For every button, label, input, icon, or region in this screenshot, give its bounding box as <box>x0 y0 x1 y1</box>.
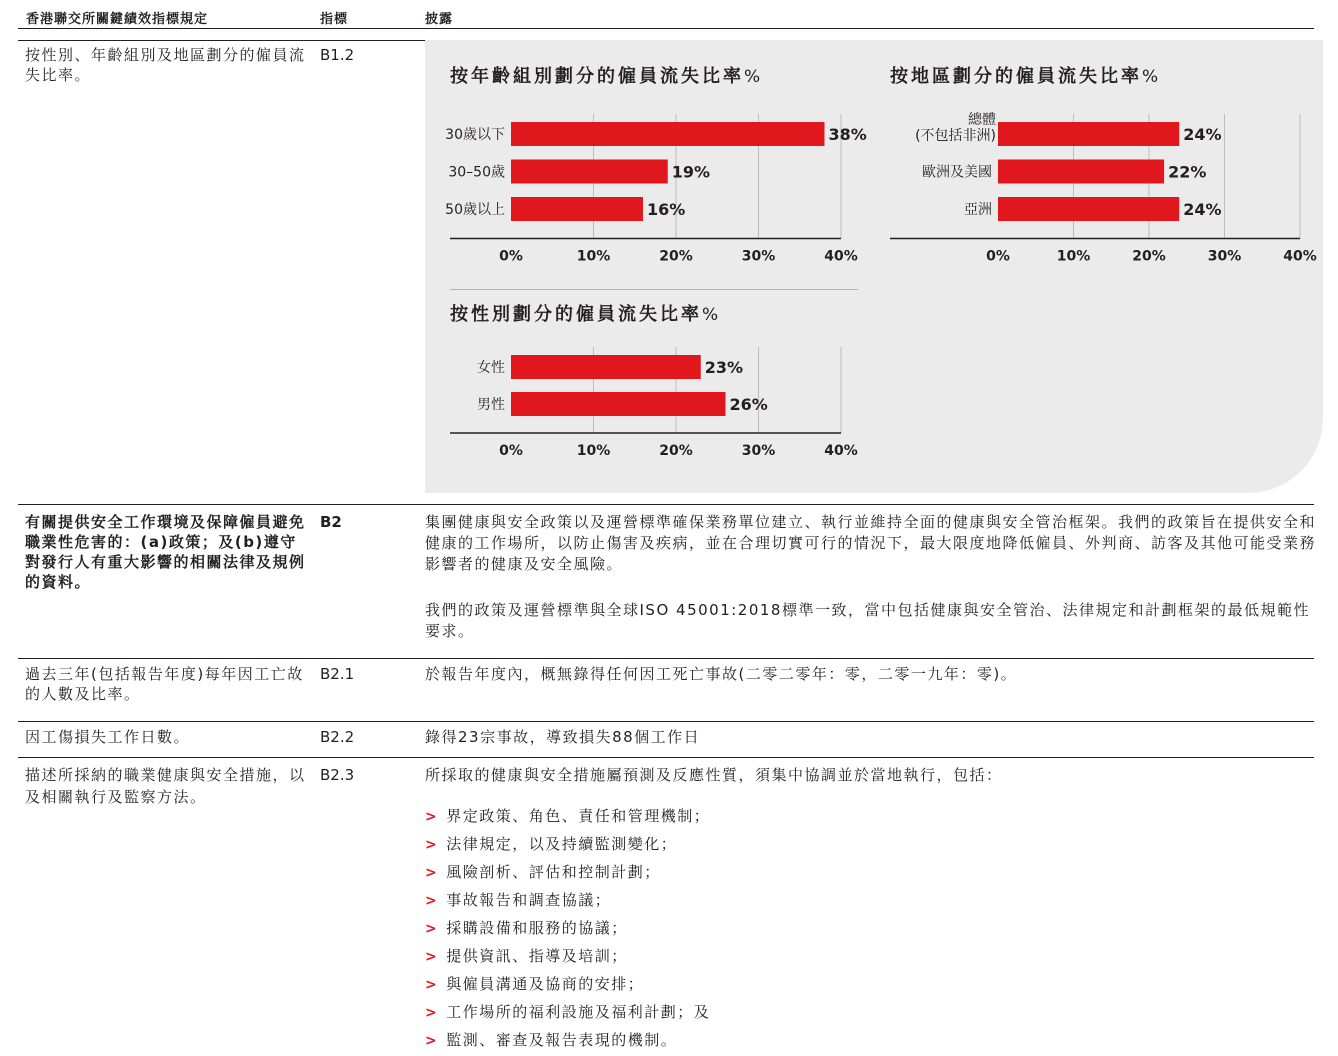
bar <box>511 160 668 184</box>
chart-age <box>440 110 870 270</box>
b2-code: B2 <box>320 513 342 531</box>
x-tick-label: 20% <box>1132 248 1166 265</box>
b22-requirement: 因工傷損失工作日數。 <box>25 728 191 746</box>
list-item: > 風險剖析、評估和控制計劃； <box>425 863 661 881</box>
data-label: 38% <box>828 125 867 144</box>
chart-region <box>880 110 1320 270</box>
data-label: 24% <box>1183 125 1222 144</box>
category-label: 總體 <box>968 112 996 128</box>
category-label: 歐洲及美國 <box>922 164 992 181</box>
list-item: > 法律規定，以及持續監測變化； <box>425 835 678 853</box>
category-label: 30–50歲 <box>448 164 505 181</box>
row-divider <box>18 757 1314 758</box>
b22-code: B2.2 <box>320 728 355 746</box>
category-label: 男性 <box>477 397 505 413</box>
list-item: > 事故報告和調查協議； <box>425 891 612 909</box>
chevron-right-icon: > <box>425 1005 439 1021</box>
header-disclosure: 披露 <box>425 12 454 27</box>
bar <box>511 355 701 379</box>
x-tick-label: 30% <box>741 443 776 459</box>
b12-requirement: 按性別、年齡組別及地區劃分的僱員流失比率。 <box>25 46 306 84</box>
x-tick-label: 40% <box>824 248 858 265</box>
chart-gender <box>440 345 870 460</box>
chevron-right-icon: > <box>425 837 439 853</box>
bar <box>511 392 726 416</box>
list-item: > 提供資訊、指導及培訓； <box>425 947 628 965</box>
x-tick-label: 20% <box>659 248 693 265</box>
b2-requirement: 有關提供安全工作環境及保障僱員避免職業性危害的：(a)政策；及(b)遵守對發行人有重大影響的相關法律及規例的資料。 <box>25 513 306 591</box>
x-tick-label: 10% <box>1056 248 1091 265</box>
header-requirement: 香港聯交所關鍵績效指標規定 <box>26 12 209 27</box>
b21-requirement: 過去三年(包括報告年度)每年因工亡故的人數及比率。 <box>25 665 304 703</box>
chevron-right-icon: > <box>425 921 439 937</box>
b23-intro: 所採取的健康與安全措施屬預測及反應性質，須集中協調並於當地執行，包括： <box>425 766 1003 784</box>
table-header <box>18 0 1314 29</box>
b12-code: B1.2 <box>320 46 355 64</box>
x-tick-label: 10% <box>576 248 611 265</box>
chevron-right-icon: > <box>425 949 439 965</box>
chevron-right-icon: > <box>425 809 439 825</box>
bar <box>998 197 1179 221</box>
category-label: 亞洲 <box>964 202 992 218</box>
chevron-right-icon: > <box>425 893 439 909</box>
row-divider <box>18 658 1314 659</box>
chart-title-region: 按地區劃分的僱員流失比率% <box>890 66 1162 87</box>
list-item: > 採購設備和服務的協議； <box>425 919 628 937</box>
bar <box>511 197 643 221</box>
header-indicator: 指標 <box>320 12 349 27</box>
b21-disclosure: 於報告年度內，概無錄得任何因工死亡事故(二零二零年：零，二零一九年：零)。 <box>425 665 1018 683</box>
x-tick-label: 0% <box>499 248 523 265</box>
x-tick-label: 40% <box>824 443 858 459</box>
x-tick-label: 30% <box>1207 248 1242 265</box>
chart-separator <box>450 289 858 290</box>
b2-paragraph-1: 集團健康與安全政策以及運營標準確保業務單位建立、執行並維持全面的健康與安全管治框架。我們的政策旨在提供安全和健康的工作場所，以防止傷害及疾病，並在合理切實可行的情況下，最大限度地降低僱員、外判商、訪客及其他可能受業務影響者的健康及安全風險。 <box>425 513 1317 573</box>
category-label: (不包括非洲) <box>915 128 996 144</box>
bar <box>511 122 825 146</box>
b22-disclosure: 錄得23宗事故，導致損失88個工作日 <box>425 728 701 746</box>
chart-title-age: 按年齡組別劃分的僱員流失比率% <box>450 66 764 87</box>
chart-title-gender: 按性別劃分的僱員流失比率% <box>450 304 722 325</box>
chevron-right-icon: > <box>425 865 439 881</box>
x-tick-label: 0% <box>499 443 523 459</box>
row-divider <box>18 721 1314 722</box>
b23-bullet-list <box>425 802 710 1054</box>
b23-code: B2.3 <box>320 766 355 784</box>
x-tick-label: 40% <box>1283 248 1317 265</box>
category-label: 50歲以上 <box>445 202 505 218</box>
data-label: 26% <box>729 395 768 414</box>
chevron-right-icon: > <box>425 977 439 993</box>
data-label: 23% <box>704 358 744 377</box>
x-tick-label: 0% <box>986 248 1010 265</box>
data-label: 24% <box>1183 200 1222 219</box>
list-item: > 監測、審查及報告表現的機制。 <box>425 1031 678 1049</box>
x-tick-label: 30% <box>741 248 776 265</box>
x-tick-label: 20% <box>659 443 693 459</box>
chevron-right-icon: > <box>425 1033 439 1049</box>
list-item: > 與僱員溝通及協商的安排； <box>425 975 645 993</box>
b21-code: B2.1 <box>320 665 355 683</box>
category-label: 30歲以下 <box>445 127 505 143</box>
row-divider <box>18 504 1314 505</box>
list-item: > 工作場所的福利設施及福利計劃；及 <box>425 1003 711 1021</box>
list-item: > 界定政策、角色、責任和管理機制； <box>425 807 711 825</box>
data-label: 19% <box>671 162 711 182</box>
data-label: 22% <box>1168 162 1207 182</box>
b23-requirement: 描述所採納的職業健康與安全措施，以及相關執行及監察方法。 <box>25 766 306 806</box>
b2-paragraph-2: 我們的政策及運營標準與全球ISO 45001:2018標準一致，當中包括健康與安全管治、法律規定和計劃框架的最低規範性要求。 <box>425 601 1310 640</box>
category-label: 女性 <box>477 360 505 376</box>
x-tick-label: 10% <box>576 443 611 459</box>
bar <box>998 160 1164 184</box>
bar <box>998 122 1179 146</box>
data-label: 16% <box>647 200 686 219</box>
